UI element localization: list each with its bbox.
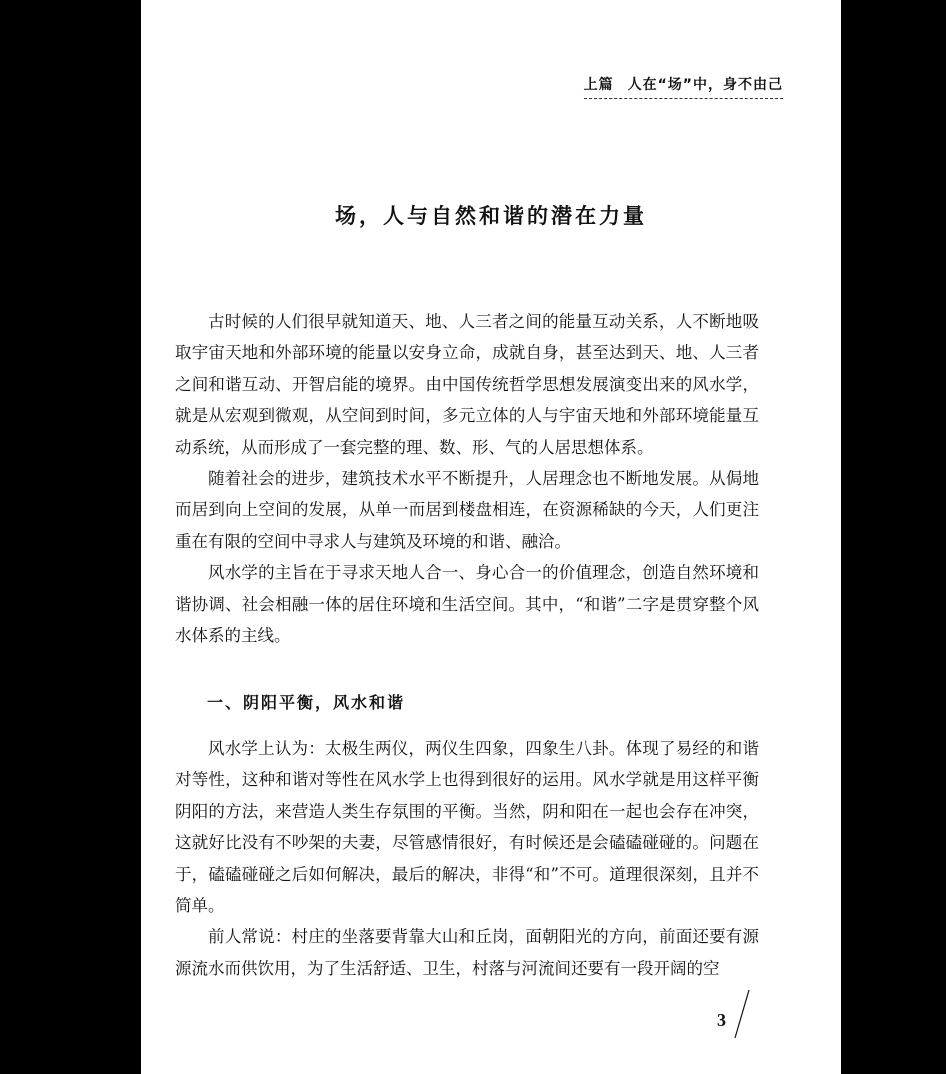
page-number-slash xyxy=(733,988,751,1040)
section-heading: 一、阴阳平衡，风水和谐 xyxy=(207,693,406,712)
running-head-part: 上篇 xyxy=(583,77,614,93)
paragraph: 前人常说：村庄的坐落要背靠大山和丘岗，面朝阳光的方向，前面还要有源源流水而供饮用，为了生活舒适、卫生，村落与河流间还要有一段开阔的空 xyxy=(175,927,759,978)
running-head-title: 人在“场”中，身不由己 xyxy=(627,77,783,93)
paragraph: 随着社会的进步，建筑技术水平不断提升，人居理念也不断地发展。从侷地而居到向上空间的发展，从单一而居到楼盘相连，在资源稀缺的今天，人们更注重在有限的空间中寻求人与建筑及环境的和谐、融洽。 xyxy=(175,469,759,551)
running-head xyxy=(584,74,783,99)
intro-text xyxy=(175,306,759,651)
chapter-title: 场，人与自然和谐的潜在力量 xyxy=(335,204,647,228)
page-number: 3 xyxy=(717,1010,726,1030)
book-page xyxy=(141,0,841,1074)
section-text xyxy=(175,733,759,984)
paragraph: 古时候的人们很早就知道天、地、人三者之间的能量互动关系，人不断地吸取宇宙天地和外部环境的能量以安身立命，成就自身，甚至达到天、地、人三者之间和谐互动、开智启能的境界。由中国传统哲学思想发展演变出来的风水学，就是从宏观到微观，从空间到时间，多元立体的人与宇宙天地和外部环境能量互动系统，从而形成了一套完整的理、数、形、气的人居思想体系。 xyxy=(175,312,759,457)
paragraph: 风水学上认为：太极生两仪，两仪生四象，四象生八卦。体现了易经的和谐对等性，这种和谐对等性在风水学上也得到很好的运用。风水学就是用这样平衡阴阳的方法，来营造人类生存氛围的平衡。当然，阴和阳在一起也会存在冲突，这就好比没有不吵架的夫妻，尽管感情很好，有时候还是会磕磕碰碰的。问题在于，磕磕碰碰之后如何解决，最后的解决，非得“和”不可。道理很深刻，且并不简单。 xyxy=(175,739,759,916)
paragraph: 风水学的主旨在于寻求天地人合一、身心合一的价值理念，创造自然环境和谐协调、社会相融一体的居住环境和生活空间。其中，“和谐”二字是贯穿整个风水体系的主线。 xyxy=(175,563,759,646)
